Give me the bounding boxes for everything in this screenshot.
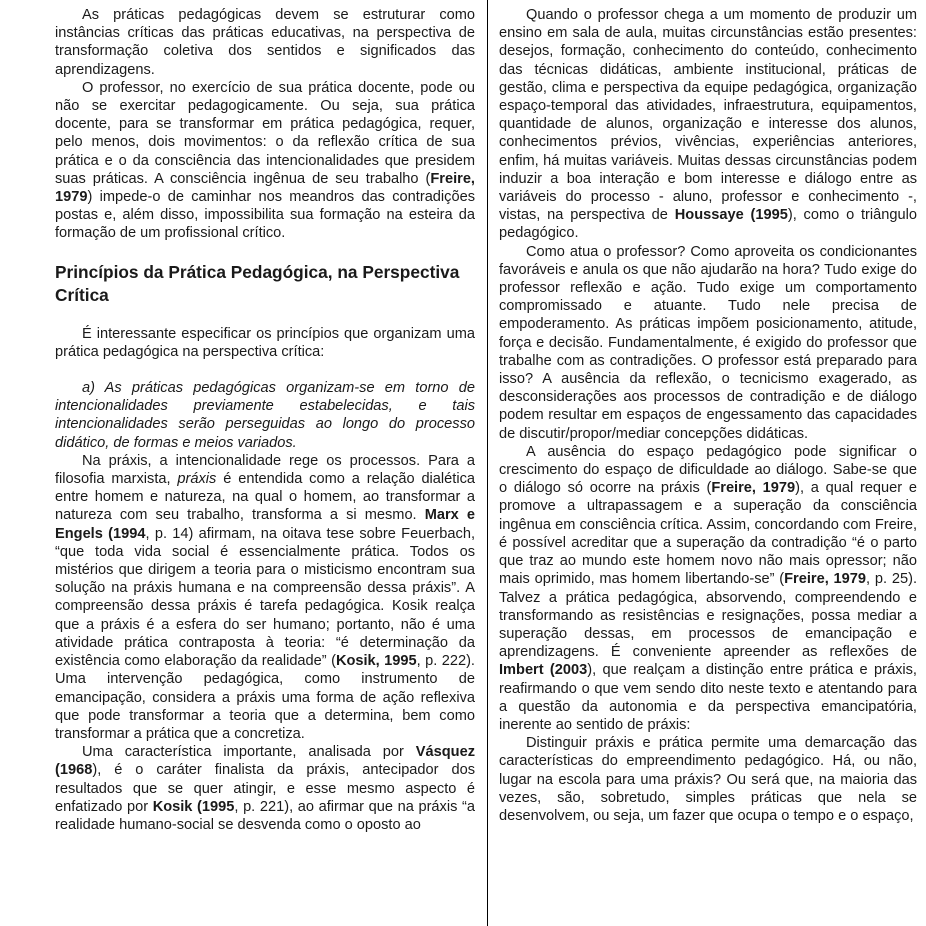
- paragraph: Uma característica importante, analisada por Vásquez (1968), é o caráter finalista da práxis, antecipador dos resultados que se quer atingir, e esse mesmo aspecto é enfatizado por Kosik (1995, p. 221), ao afirmar que na práxis “a realidade humano-social se desvenda como o oposto ao: [55, 744, 475, 833]
- right-column: [499, 6, 917, 926]
- citation: Freire, 1979: [784, 571, 867, 588]
- paragraph: Na práxis, a intencionalidade rege os processos. Para a filosofia marxista, práxis é entendida como a relação dialética entre homem e natureza, na qual o homem, ao transformar a natureza com seu trabalho, transforma a si mesmo. Marx e Engels (1994, p. 14) afirmam, na oitava tese sobre Feuerbach, “que toda vida social é essencialmente prática. Todos os mistérios que dirigem a teoria para o misticismo encontram sua solução na práxis humana e na compreensão dessa práxis”. A compreensão dessa práxis é tarefa pedagógica. Kosik realça que a práxis é a esfera do ser humano; portanto, não é uma atividade prática contraposta à teoria: “é determinação da existência como elaboração da realidade” (Kosik, 1995, p. 222). Uma intervenção pedagógica, como instrumento de emancipação, considera a práxis uma forma de ação reflexiva que pode transformar a teoria que a determina, bem como transformar a prática que a concretiza.: [55, 452, 475, 742]
- citation: Kosik (1995: [152, 798, 235, 815]
- citation: Houssaye (1995: [674, 207, 788, 224]
- paragraph: Como atua o professor? Como aproveita os condicionantes favoráveis e anula os que não ajudarão na hora? Tudo exige do professor reflexão e ação. Tudo exige um comportamento compromissado e atuante. Tudo nele precisa de empoderamento. As práticas impõem posicionamento, atitude, força e decisão. Fundamentalmente, é exigido do professor que trabalhe com as contradições. O professor está preparado para isso? A ausência da reflexão, o tecnicismo exagerado, as desconsiderações aos processos de contradição e de diálogo podem resultar em espaços de engessamento das capacidades de discutir/propor/mediar concepções didáticas.: [499, 243, 917, 442]
- citation: Vásquez (1968: [55, 744, 475, 779]
- section-heading: Princípios da Prática Pedagógica, na Perspectiva Crítica: [55, 261, 460, 305]
- paragraph: A ausência do espaço pedagógico pode significar o crescimento do espaço de dificuldade ao diálogo. Sabe-se que o diálogo só ocorre na práxis (Freire, 1979), a qual requer e promove a ultrapassagem e a superação da consciência ingênua em consciência crítica. Assim, concordando com Freire, é possível acreditar que a superação da contradição “é o parto que traz ao mundo este homem novo não mais opressor; não mais oprimido, mas homem libertando-se” (Freire, 1979, p. 25). Talvez a prática pedagógica, absorvendo, compreendendo e transformando as resistências e resignações, possa mediar a superação dessas, em processos de emancipação e aprendizagens. É conveniente apreender as reflexões de Imbert (2003), que realçam a distinção entre prática e práxis, reafirmando o que vem sendo dito neste texto e atentando para a questão da autonomia e da perspectiva emancipatória, inerente ao sentido de práxis:: [499, 443, 917, 733]
- citation: Marx e Engels (1994: [55, 507, 475, 542]
- column-divider: [487, 0, 488, 926]
- paragraph: É interessante especificar os princípios que organizam uma prática pedagógica na perspectiva crítica:: [55, 325, 475, 360]
- citation: Freire, 1979: [711, 480, 796, 497]
- left-column: [55, 6, 475, 926]
- paragraph: Quando o professor chega a um momento de produzir um ensino em sala de aula, muitas circunstâncias estão presentes: desejos, formação, conhecimento do conteúdo, conhecimento das técnicas didáticas, ambiente institucional, práticas de gestão, clima e perspectiva da equipe pedagógica, organização espaço-temporal das atividades, infraestrutura, equipamentos, quantidade de alunos, organização e interesse dos alunos, conhecimentos prévios, vivências, experiências anteriores, enfim, há muitas variáveis. Muitas dessas circunstâncias podem induzir a boa interação e bom interesse e diálogo entre as variáveis do processo - aluno, professor e conhecimento -, vistas, na perspectiva de Houssaye (1995), como o triângulo pedagógico.: [499, 7, 917, 242]
- paragraph: Distinguir práxis e prática permite uma demarcação das características do empreendimento pedagógico. Há, ou não, lugar na escola para uma práxis? Ou será que, na maioria das vezes, são, sobretudo, simples práticas que nela se desenvolvem, ou seja, um fazer que ocupa o tempo e o espaço,: [499, 735, 917, 824]
- citation: Kosik, 1995: [335, 653, 417, 670]
- citation: Imbert (2003: [499, 662, 588, 679]
- principle-statement: a) As práticas pedagógicas organizam-se em torno de intencionalidades previamente estabelecidas, e tais intencionalidades serão perseguidas ao longo do processo didático, de formas e meios variados.: [55, 380, 475, 451]
- paragraph: O professor, no exercício de sua prática docente, pode ou não se exercitar pedagogicamente. Ou seja, sua prática docente, para se transformar em prática pedagógica, requer, pelo menos, dois movimentos: o da reflexão crítica de sua prática e o da consciência das intencionalidades que presidem suas práticas. A consciência ingênua de seu trabalho (Freire, 1979) impede-o de caminhar nos meandros das contradições postas e, além disso, impossibilita sua formação na esteira da formação de um profissional crítico.: [55, 79, 475, 242]
- paragraph: As práticas pedagógicas devem se estruturar como instâncias críticas das práticas educativas, na perspectiva de transformação coletiva dos sentidos e significados das aprendizagens.: [55, 7, 475, 78]
- citation: Freire, 1979: [55, 170, 475, 206]
